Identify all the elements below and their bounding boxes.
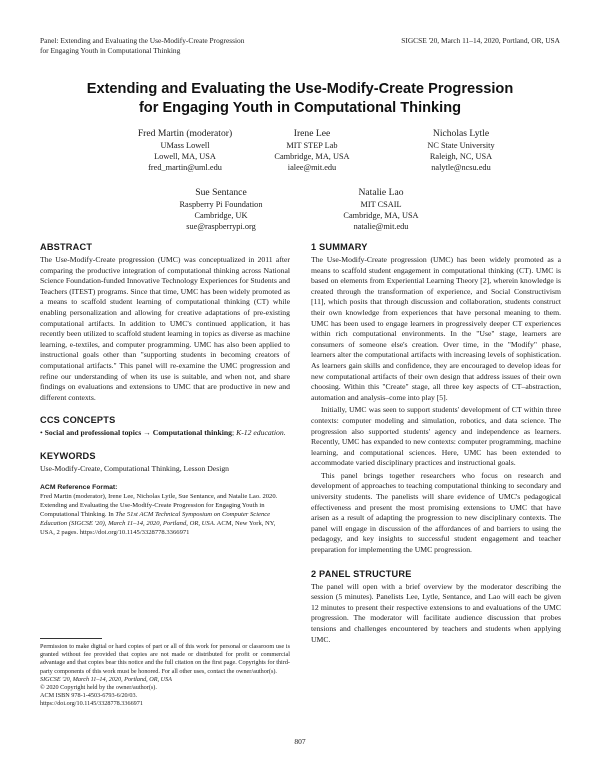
keywords-heading: KEYWORDS <box>40 450 96 461</box>
ccs-separator: ; <box>232 428 235 438</box>
author-email: fred_martin@uml.edu <box>148 163 222 172</box>
acm-reference <box>40 484 290 537</box>
permission-body: Permission to make digital or hard copies of part or all of this work for personal or classroom use is granted without fee provided that copies are not made or distributed for profit or commercial advantage and that copies bear this notice and the full citation on the first page. Copyrights for third-party components of this work must be honored. For all other uses, contact the owner/author(s). <box>40 643 290 675</box>
author-affiliation: UMass Lowell <box>160 141 210 150</box>
permission-venue: SIGCSE '20, March 11–14, 2020, Portland, OR, USA <box>40 675 172 683</box>
author-email: ialee@mit.edu <box>287 163 337 172</box>
author-email: sue@raspberrypi.org <box>186 222 256 231</box>
paper-title-line2: for Engaging Youth in Computational Thinking <box>138 100 462 116</box>
author-location: Lowell, MA, USA <box>154 152 216 161</box>
right-column <box>311 242 561 645</box>
acm-reference-body <box>40 492 290 537</box>
running-header-left-line1: Panel: Extending and Evaluating the Use-Modify-Create Progression <box>40 36 245 45</box>
author-location: Cambridge, MA, USA <box>343 211 419 220</box>
paper-title-line1: Extending and Evaluating the Use-Modify-Create Progression <box>86 81 514 97</box>
ccs-body <box>40 428 290 439</box>
permission-notice <box>40 643 290 709</box>
abstract-body: The Use-Modify-Create progression (UMC) was conceptualized in 2011 after comparing the productive integration of computational thinking across National Science Foundation-funded Innovative Technology Experiences for Students and Teachers (ITEST) programs. Since that time, UMC has been widely promoted as a means to scaffold student learning of computational thinking (CT) while enabling personalization and allowing for creative adaptations of pre-existing computational artifacts. In addition to UMC's continued application, it has recently been utilized to scaffold student learning in topics as diverse as machine learning, e-textiles, and computer programming. UMC has also been applied to instructional goals other than "supporting students in becoming creators of computational artifacts." This panel will re-examine the UMC progression and refine our understanding of when its use is suitable, and when not, and share findings on evaluations and extensions to UMC that are productive in new and different contexts. <box>40 255 290 402</box>
running-header-left <box>40 36 244 56</box>
permission-copyright: © 2020 Copyright held by the owner/author(s). <box>40 684 157 692</box>
summary-heading: 1 SUMMARY <box>311 242 368 252</box>
ccs-secondary: K-12 education. <box>236 428 286 438</box>
author-location: Cambridge, MA, USA <box>274 152 350 161</box>
page-number: 807 <box>294 737 306 746</box>
author-location: Cambridge, UK <box>194 211 248 220</box>
acm-reference-venue: The 51st ACM Technical Symposium on Computer Science Education (SIGCSE '20), March 11–14, 2020, Portland, OR, USA. <box>40 510 271 527</box>
left-column <box>40 242 290 537</box>
author-email: natalie@mit.edu <box>353 222 409 231</box>
ccs-heading: CCS CONCEPTS <box>40 415 116 426</box>
summary-paragraph-1: The Use-Modify-Create progression (UMC) has been widely promoted as a means to scaffold student engagement in computational thinking (CT). UMC is based on elements from Experiential Learning Theory [2], wherein knowledge is created through the transformation of experience, and Social Constructivism [11], which posits that through discussion and collaboration, students construct their own knowledge from experiences that have personal meaning to them. UMC has been used to engage learners in progressively deeper CT experiences within rich computational environments. In the "Use" stage, learners are consumers of someone else's creation. Over time, in the "Modify" phase, learners alter the computational artifacts with increasing levels of sophistication. As learners gain skills and confidence, they are encouraged to develop ideas for new computational artifacts of their own design that address issues of their own choosing. Within this "Create" stage, all three key aspects of CT–abstraction, automation and analysis–come into play [5]. <box>311 255 561 402</box>
author-affiliation: NC State University <box>427 141 495 150</box>
running-header-left-line2: for Engaging Youth in Computational Thinking <box>40 46 181 55</box>
acm-reference-heading: ACM Reference Format: <box>40 483 118 491</box>
paper-title <box>40 80 560 118</box>
author-email: nalytle@ncsu.edu <box>431 163 491 172</box>
running-header-right: SIGCSE '20, March 11–14, 2020, Portland, OR, USA <box>401 36 560 45</box>
author-name: Natalie Lao <box>358 187 404 198</box>
author-block-lao <box>296 186 466 232</box>
abstract-heading: ABSTRACT <box>40 242 93 252</box>
acm-reference-part2: ACM, New York, NY, USA, 2 pages. https://doi.org/10.1145/3328778.3366971 <box>40 519 276 536</box>
author-block-lytle <box>376 127 546 173</box>
ccs-primary: Social and professional topics → Computational thinking <box>44 428 233 438</box>
author-name: Fred Martin (moderator) <box>137 128 233 139</box>
ccs-bullet: • <box>40 428 43 438</box>
panel-structure-heading: 2 PANEL STRUCTURE <box>311 568 412 579</box>
summary-paragraph-2: Initially, UMC was seen to support students' development of CT within three contexts: computer modeling and simulation, robotics, and data science. The progression also supported students' agency and independence as learners. Recently, UMC has expanded to new contexts: computer programming, machine learning, and computational sciences. Here, UMC has been extended to accommodate varied disciplinary practices and instructional goals. <box>311 405 561 468</box>
author-affiliation: MIT CSAIL <box>360 200 402 209</box>
keywords-body: Use-Modify-Create, Computational Thinking, Lesson Design <box>40 463 230 473</box>
permission-isbn: ACM ISBN 978-1-4503-6793-6/20/03. <box>40 692 138 700</box>
author-affiliation: MIT STEP Lab <box>286 141 338 150</box>
author-name: Sue Sentance <box>195 187 247 198</box>
author-block-sentance <box>136 186 306 232</box>
panel-structure-body: The panel will open with a brief overview by the moderator describing the session (5 minutes). Panelists Lee, Lytle, Sentance, and Lao will each be given 12 minutes to present their respective extensions to and evaluations of the UMC progression. The moderator will facilitate audience discussion that probes tensions and challenges encountered by teachers and students when applying UMC. <box>311 581 561 644</box>
author-location: Raleigh, NC, USA <box>429 152 493 161</box>
author-name: Irene Lee <box>293 128 331 139</box>
acm-reference-part1: Fred Martin (moderator), Irene Lee, Nicholas Lytle, Sue Sentance, and Natalie Lao. 2020. Extending and Evaluating the Use-Modify-Create Progression for Engaging Youth in Computational Thinking. In <box>40 492 278 518</box>
summary-paragraph-3: This panel brings together researchers who focus on research and development of approaches to teaching computational thinking to secondary and university students. The panelists will share evidence of UMC's pedagogical effectiveness and present the most promising extensions to UMC that have arisen as a result of adapting the progression to new disciplinary contexts. The panel will engage in discussion of the affordances of and barriers to using the pedagogy, and key insights to successful student engagement and teacher preparation for implementing the UMC progression. <box>311 470 561 555</box>
author-name: Nicholas Lytle <box>432 128 490 139</box>
author-block-lee <box>227 127 397 173</box>
author-affiliation: Raspberry Pi Foundation <box>179 200 263 209</box>
footnote-rule <box>40 638 102 639</box>
permission-doi: https://doi.org/10.1145/3328778.3366971 <box>40 700 143 708</box>
